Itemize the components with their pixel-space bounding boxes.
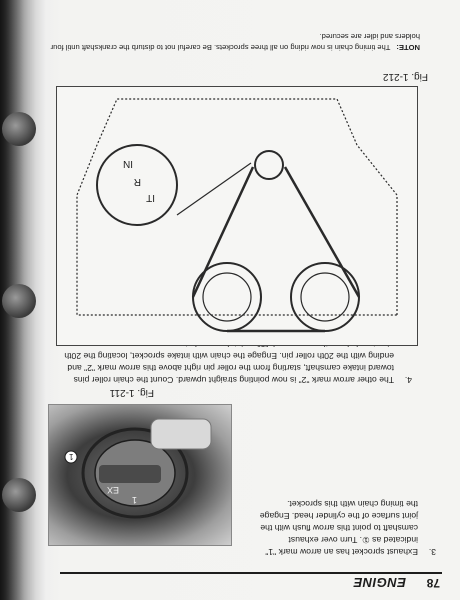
step-4-number: 4. (404, 375, 412, 385)
page-header (60, 572, 442, 590)
photo-mark-1: 1 (131, 495, 137, 505)
note-label: NOTE: (396, 43, 420, 52)
step-3-number: 3. (428, 547, 436, 557)
fig-1-211-label: Fig. 1-211 (109, 387, 154, 398)
fig-1-212-drawing (56, 86, 418, 346)
step-4-text: The other arrow mark "2" is now pointing straight upward. Count the chain roller pins toward intake camshaft, starting from the roller pin right above this arrow mark "2" and ending with the 20th roller pin. Engage the chain with intake sprocket, locating the 20th (64, 351, 394, 385)
detail-mark-it: IT (146, 192, 155, 203)
camshaft-photo-illustration (49, 405, 231, 545)
fig-1-211-photo (48, 404, 232, 546)
section-title: ENGINE (353, 575, 406, 590)
step-3 (258, 498, 436, 558)
note-text: The timing chain is now riding on all three sprockets. Be careful not to disturb the crankshaft until four holders and idler are secured. (50, 32, 420, 52)
photo-callout-1: 1 (69, 452, 74, 461)
timing-chain-diagram (57, 87, 417, 345)
detail-mark-in: IN (123, 158, 133, 169)
photo-mark-ex: EX (106, 485, 119, 495)
step-3-text: Exhaust sprocket has an arrow mark "1" indicated as ①. Turn over exhaust camshaft to point this arrow flush with the joint surface of the cylinder head. Engage the timing chain with this sprocket. (259, 499, 418, 557)
note-block (44, 31, 420, 52)
page-number: 78 (426, 576, 440, 590)
fig-1-212-label: Fig. 1-212 (382, 71, 428, 82)
detail-mark-r: R (133, 176, 141, 187)
